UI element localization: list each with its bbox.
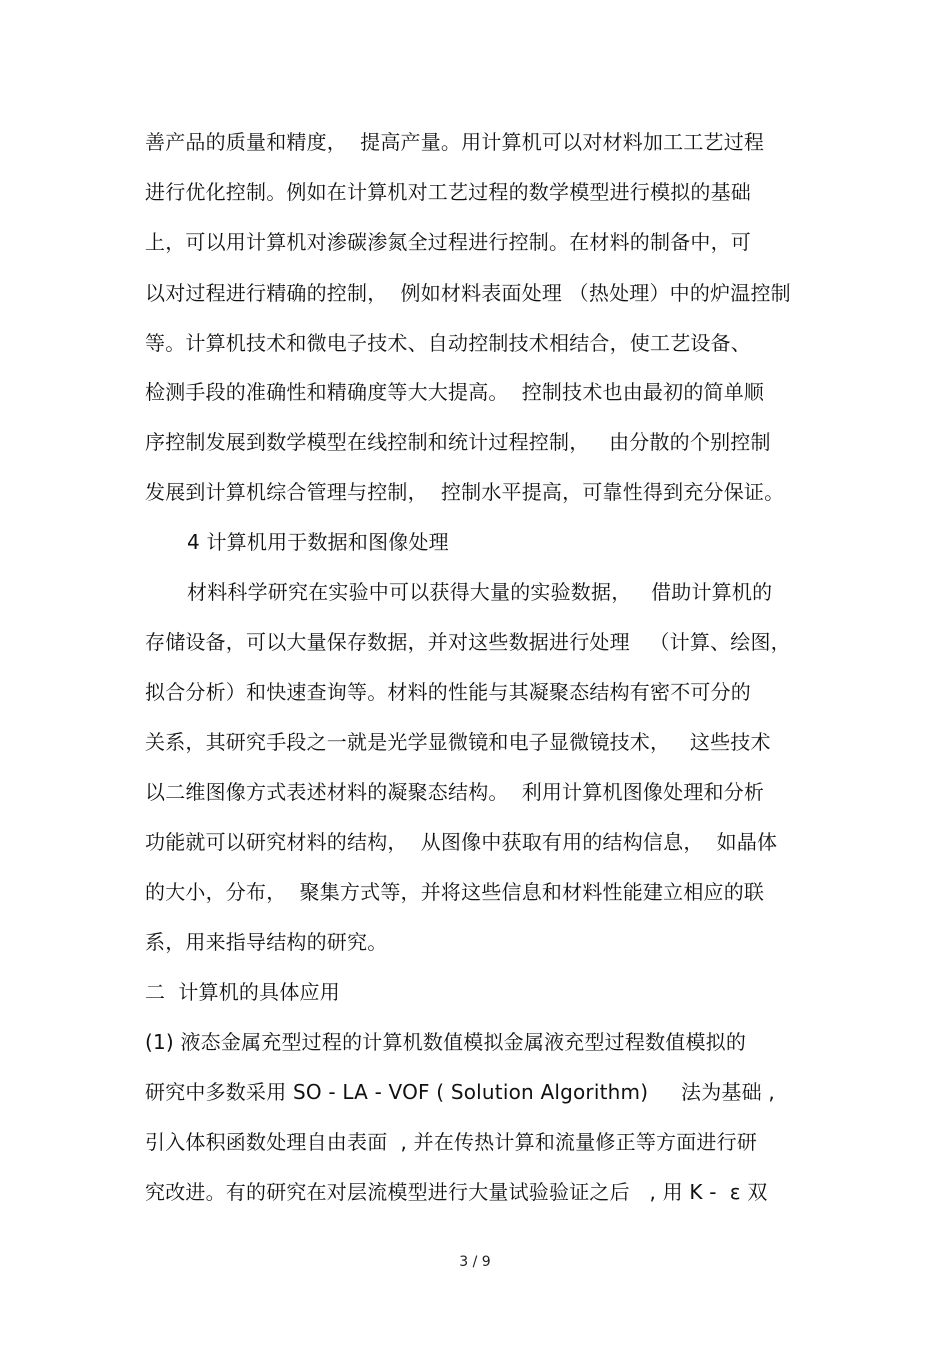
section-heading: 二 计算机的具体应用 [145, 980, 340, 1004]
text-line: 引入体积函数处理自由表面 , 并在传热计算和流量修正等方面进行研 [145, 1130, 758, 1154]
text-line: 系，用来指导结构的研究。 [145, 930, 388, 954]
text-line: 善产品的质量和精度， 提高产量。用计算机可以对材料加工工艺过程 [145, 130, 765, 154]
text-line: 等。计算机技术和微电子技术、自动控制技术相结合，使工艺设备、 [145, 331, 751, 355]
text-line: 拟合分析）和快速查询等。材料的性能与其凝聚态结构有密不可分的 [145, 680, 751, 704]
text-line: 功能就可以研究材料的结构， 从图像中获取有用的结构信息， 如晶体 [145, 830, 778, 854]
text-line: 关系，其研究手段之一就是光学显微镜和电子显微镜技术， 这些技术 [145, 730, 771, 754]
text-line: 以对过程进行精确的控制， 例如材料表面处理 （热处理）中的炉温控制 [145, 281, 791, 305]
text-line: 发展到计算机综合管理与控制， 控制水平提高，可靠性得到充分保证。 [145, 480, 785, 504]
text-line: 序控制发展到数学模型在线控制和统计过程控制， 由分散的个别控制 [145, 430, 771, 454]
text-line: 材料科学研究在实验中可以获得大量的实验数据， 借助计算机的 [187, 580, 773, 604]
text-line: 检测手段的准确性和精确度等大大提高。 控制技术也由最初的简单顺 [145, 380, 765, 404]
text-line: (1) 液态金属充型过程的计算机数值模拟金属液充型过程数值模拟的 [145, 1030, 747, 1054]
text-line: 研究中多数采用 SO - LA - VOF ( Solution Algorithm) 法为基础 , [145, 1080, 775, 1104]
text-line: 的大小，分布， 聚集方式等，并将这些信息和材料性能建立相应的联 [145, 880, 765, 904]
text-line: 究改进。有的研究在对层流模型进行大量试验验证之后 , 用 K - ε 双 [145, 1180, 768, 1204]
page-number: 3 / 9 [459, 1254, 491, 1270]
text-line: 进行优化控制。例如在计算机对工艺过程的数学模型进行模拟的基础 [145, 180, 751, 204]
text-line: 存储设备，可以大量保存数据，并对这些数据进行处理 （计算、绘图， [145, 630, 791, 654]
text-line: 以二维图像方式表述材料的凝聚态结构。 利用计算机图像处理和分析 [145, 780, 765, 804]
section-heading: 4 计算机用于数据和图像处理 [187, 530, 449, 554]
text-line: 上，可以用计算机对渗碳渗氮全过程进行控制。在材料的制备中，可 [145, 230, 751, 254]
